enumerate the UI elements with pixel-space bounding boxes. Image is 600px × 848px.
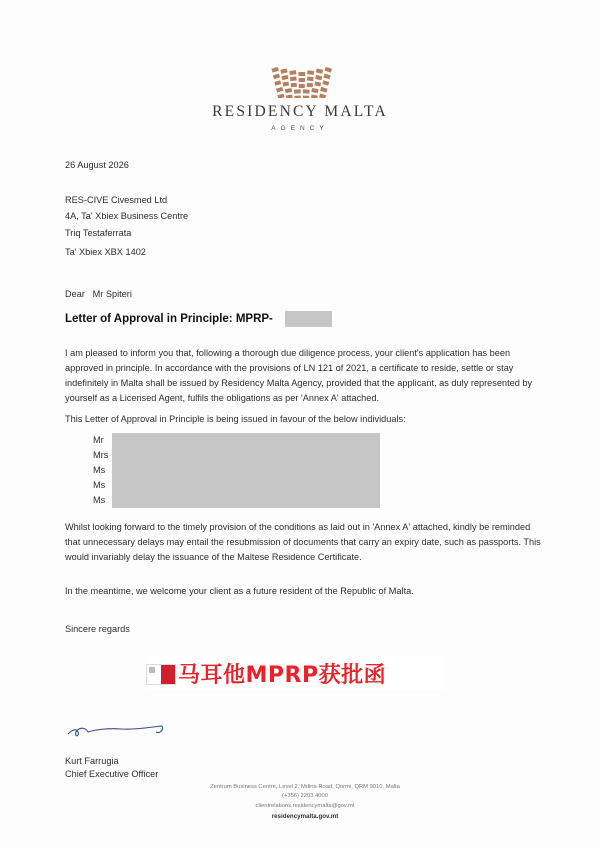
individuals-list xyxy=(93,433,108,508)
paragraph-reminder: Whilst looking forward to the timely provision of the conditions as laid out in 'Annex A' attached, kindly be reminded that unnecessary delays may entail the resubmission of documents that carry an expiry date, such as passports. This would invariably delay the issuance of the Maltese Residence Certificate. xyxy=(65,522,541,562)
footer-email: clientrelations.residencymalta@gov.mt xyxy=(255,803,355,809)
letter-title: Letter of Approval in Principle: MPRP- xyxy=(65,313,273,325)
individual-title: Mrs xyxy=(93,450,109,460)
brand-name: RESIDENCY MALTA xyxy=(212,103,388,120)
address-line: RES-CIVE Civesmed Ltd xyxy=(65,195,168,205)
footer-address: Zentrum Business Centre, Level 2, Mdina Road, Qormi, QRM 9010, Malta xyxy=(210,784,400,790)
malta-flag-icon xyxy=(146,664,176,685)
banner-text: 马耳他MPRP获批函 xyxy=(178,663,387,688)
redacted-reference xyxy=(285,311,332,327)
address-line: 4A, Ta' Xbiex Business Centre xyxy=(65,211,189,221)
redacted-names xyxy=(112,433,380,508)
address-line: Ta' Xbiex XBX 1402 xyxy=(65,247,146,257)
recipient-address xyxy=(65,193,188,260)
address-line: Triq Testaferrata xyxy=(65,228,132,238)
banner-overlay xyxy=(146,656,446,690)
individual-title: Mr xyxy=(93,435,104,445)
salutation: Dear Mr Spiteri xyxy=(65,289,132,299)
paragraph-approval: I am pleased to inform you that, following a thorough due diligence process, your client's application has been approved in principle. In accordance with the provisions of LN 121 of 2021, a certificate to reside, settle or stay indefinitely in Malta shall be issued by Residency Malta Agency, provided that the applicant, as duly represented by yourself as a Licensed Agent, fulfils the obligations as per 'Annex A' attached. xyxy=(65,348,533,403)
signatory-title: Chief Executive Officer xyxy=(65,769,159,779)
signatory-name: Kurt Farrugia xyxy=(65,756,119,766)
individual-title: Ms xyxy=(93,465,106,475)
paragraph-individuals-intro: This Letter of Approval in Principle is being issued in favour of the below individuals: xyxy=(65,414,406,424)
letter-date: 26 August 2026 xyxy=(65,160,129,170)
individual-title: Ms xyxy=(93,495,106,505)
paragraph-welcome: In the meantime, we welcome your client as a future resident of the Republic of Malta. xyxy=(65,586,414,596)
footer-website: residencymalta.gov.mt xyxy=(271,813,339,820)
brand-subtitle: AGENCY xyxy=(271,125,329,132)
closing: Sincere regards xyxy=(65,624,130,634)
footer-phone: (+356) 2203 4000 xyxy=(282,793,328,799)
signature-icon xyxy=(66,720,166,742)
individual-title: Ms xyxy=(93,480,106,490)
residency-malta-logo-icon xyxy=(262,62,342,98)
